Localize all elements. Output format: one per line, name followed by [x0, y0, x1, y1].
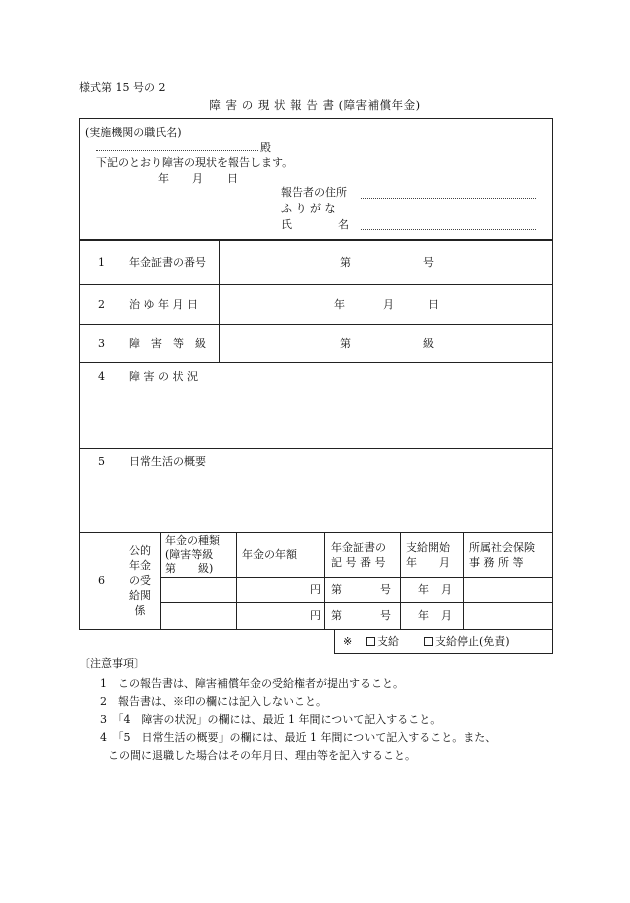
- section6-label-4: 給関: [129, 589, 151, 602]
- section6-label-5: 係: [134, 604, 146, 617]
- name-label-1: 氏: [281, 218, 292, 231]
- header-cert-2: 記 号 番 号: [331, 556, 386, 569]
- entry2-month[interactable]: 月: [441, 609, 452, 622]
- entry1-month[interactable]: 月: [441, 583, 452, 596]
- institution-label: (実施機関の職氏名): [85, 126, 182, 139]
- option-payment[interactable]: [366, 636, 399, 647]
- section6-number: 6: [98, 574, 105, 587]
- header-cert-1: 年金証書の: [331, 541, 386, 554]
- form-title: 障 害 の 現 状 報 告 書 (障害補償年金): [209, 98, 421, 112]
- header-office-2: 事 務 所 等: [469, 556, 524, 569]
- row3-number: 3: [98, 337, 105, 350]
- header-start-1: 支給開始: [406, 541, 450, 554]
- name-line[interactable]: [361, 229, 536, 230]
- row4-number: 4: [98, 370, 105, 383]
- payment-label: 支給: [377, 635, 399, 648]
- row3-label: 障 害 等 級: [129, 337, 206, 350]
- suspension-checkbox[interactable]: [424, 637, 433, 646]
- payment-checkbox[interactable]: [366, 637, 375, 646]
- row5-number: 5: [98, 455, 105, 468]
- entry2-yen[interactable]: 円: [310, 609, 321, 622]
- entry2-dai[interactable]: 第: [331, 609, 342, 622]
- notes-heading: 〔注意事項〕: [79, 657, 145, 670]
- name-label-2: 名: [338, 218, 349, 231]
- header-kind-1: 年金の種類: [165, 534, 220, 547]
- honorific: 殿: [260, 141, 271, 154]
- row4-label: 障 害 の 状 況: [129, 370, 198, 383]
- note-4: 4 「5 日常生活の概要」の欄には、最近 1 年間について記入すること。また、: [100, 731, 497, 744]
- office-use-mark: ※: [343, 635, 353, 648]
- note-1: 1 この報告書は、障害補償年金の受給権者が提出すること。: [100, 677, 404, 690]
- header-start-2: 年 月: [406, 556, 450, 569]
- row1-value-go[interactable]: 号: [423, 256, 434, 269]
- row1-number: 1: [98, 256, 105, 269]
- entry1-year[interactable]: 年: [418, 583, 429, 596]
- entry1-yen[interactable]: 円: [310, 583, 321, 596]
- address-line[interactable]: [361, 198, 536, 199]
- row1-label: 年金証書の番号: [129, 256, 206, 269]
- row2-label: 治 ゆ 年 月 日: [129, 298, 198, 311]
- entry2-go[interactable]: 号: [380, 609, 391, 622]
- note-2: 2 報告書は、※印の欄には記入しないこと。: [100, 695, 327, 708]
- institution-line[interactable]: [96, 150, 258, 151]
- option-suspension[interactable]: [424, 636, 510, 647]
- header-office-1: 所属社会保険: [469, 541, 535, 554]
- row1-value-dai[interactable]: 第: [340, 256, 351, 269]
- row5-label: 日常生活の概要: [129, 455, 206, 468]
- header-amount: 年金の年額: [242, 548, 297, 561]
- date-month: 月: [192, 172, 203, 185]
- section6-label-2: 年金: [129, 559, 151, 572]
- entry1-dai[interactable]: 第: [331, 583, 342, 596]
- section6-label-3: の受: [129, 574, 151, 587]
- suspension-label: 支給停止(免責): [435, 635, 510, 648]
- date-day: 日: [227, 172, 238, 185]
- furigana-label: ふ り が な: [281, 202, 336, 215]
- entry2-year[interactable]: 年: [418, 609, 429, 622]
- header-kind-3: 第 級): [165, 562, 214, 575]
- header-kind-2: (障害等級: [165, 548, 214, 561]
- row2-month[interactable]: 月: [383, 298, 394, 311]
- row2-number: 2: [98, 298, 105, 311]
- row2-day[interactable]: 日: [428, 298, 439, 311]
- address-label: 報告者の住所: [281, 186, 347, 199]
- row2-year[interactable]: 年: [334, 298, 345, 311]
- section6-label-1: 公的: [129, 544, 151, 557]
- report-statement: 下記のとおり障害の現状を報告します。: [96, 156, 294, 169]
- row3-value-dai[interactable]: 第: [340, 337, 351, 350]
- note-3: 3 「4 障害の状況」の欄には、最近 1 年間について記入すること。: [100, 713, 442, 726]
- note-4-continued: この間に退職した場合はその年月日、理由等を記入すること。: [108, 749, 416, 762]
- form-number: 様式第 15 号の 2: [79, 81, 166, 94]
- row3-value-kyu[interactable]: 級: [423, 337, 434, 350]
- date-year: 年: [158, 172, 169, 185]
- entry1-go[interactable]: 号: [380, 583, 391, 596]
